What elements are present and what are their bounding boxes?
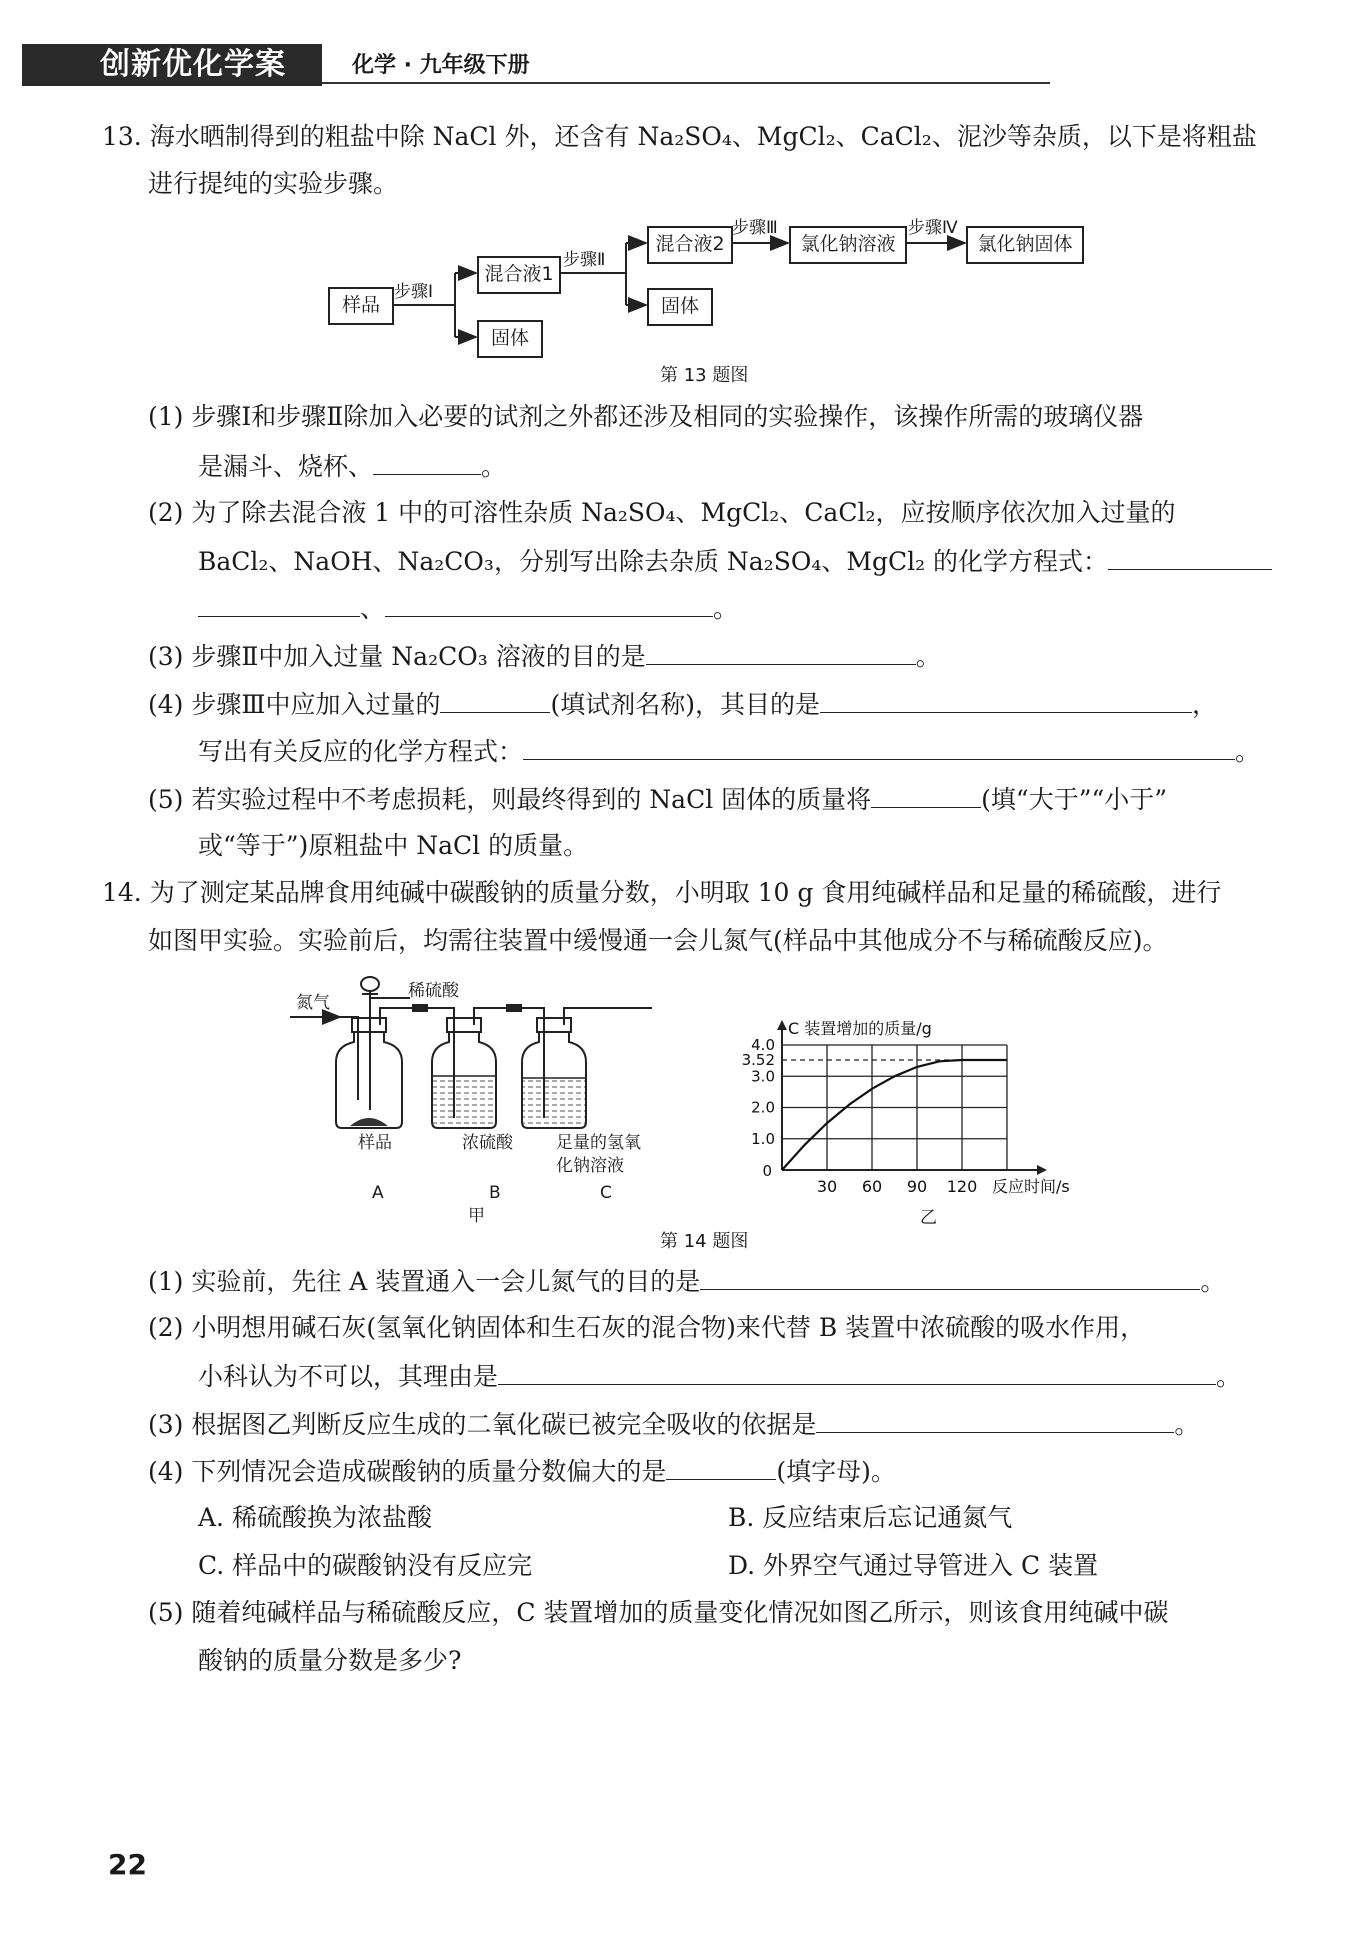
flow-step-2: 步骤Ⅱ xyxy=(563,250,606,270)
q13-part1-line1: (1) 步骤Ⅰ和步骤Ⅱ除加入必要的试剂之外都还涉及相同的实验操作，该操作所需的玻璃仪器 xyxy=(148,402,1144,431)
q13-part1-text: 是漏斗、烧杯、 xyxy=(198,452,374,481)
q14-part3 xyxy=(148,1406,1199,1442)
label-naoh-1: 足量的氢氧 xyxy=(556,1133,641,1153)
q13-part4-comma: ， xyxy=(1192,690,1218,719)
q14-part5-line1: (5) 随着纯碱样品与稀硫酸反应，C 装置增加的质量变化情况如图乙所示，则该食用纯碱中碳 xyxy=(148,1598,1169,1627)
q14-option-b: B. 反应结束后忘记通氮气 xyxy=(728,1503,1013,1532)
q14-part2-blank[interactable] xyxy=(498,1358,1216,1385)
q14-part5-line2: 酸钠的质量分数是多少? xyxy=(198,1646,462,1675)
q13-part3-text: (3) 步骤Ⅱ中加入过量 Na₂CO₃ 溶液的目的是 xyxy=(148,642,646,671)
q13-part2-line2 xyxy=(198,543,1272,579)
q14-option-c: C. 样品中的碳酸钠没有反应完 xyxy=(198,1551,533,1580)
q14-part3-blank[interactable] xyxy=(816,1406,1174,1433)
q14-part2-end: 。 xyxy=(1216,1362,1242,1391)
flow-step-1: 步骤Ⅰ xyxy=(394,282,434,302)
label-letter-b: B xyxy=(489,1183,501,1203)
flow-arrows xyxy=(0,0,1350,400)
x-axis-arrow xyxy=(1037,1165,1047,1175)
q13-part5-line1 xyxy=(148,781,1167,817)
q13-part3 xyxy=(148,638,941,674)
q13-part4-blank1[interactable] xyxy=(440,686,550,713)
q14-intro-1: 14. 为了测定某品牌食用纯碱中碳酸钠的质量分数，小明取 10 g 食用纯碱样品和足量的稀硫酸，进行 xyxy=(102,878,1222,907)
q13-part4-blank3[interactable] xyxy=(523,733,1235,760)
flow-box-solid1: 固体 xyxy=(477,320,543,358)
q14-part2-line2 xyxy=(198,1358,1241,1394)
q13-part4-text2: (填试剂名称)，其目的是 xyxy=(550,690,820,719)
label-nitrogen: 氮气 xyxy=(296,993,330,1013)
mass-time-chart xyxy=(730,1010,1130,1225)
q13-part2-text: BaCl₂、NaOH、Na₂CO₃，分别写出除去杂质 Na₂SO₄、MgCl₂ 的化学方程式： xyxy=(198,547,1109,576)
q13-intro-2: 进行提纯的实验步骤。 xyxy=(148,169,399,198)
q13-part5-line2: 或“等于”)原粗盐中 NaCl 的质量。 xyxy=(198,831,589,860)
q13-part4-blank2[interactable] xyxy=(820,686,1192,713)
book-subject: 化学 · 九年级下册 xyxy=(352,53,530,78)
flow-step-4: 步骤Ⅳ xyxy=(908,218,958,238)
q13-part1-end: 。 xyxy=(481,452,507,481)
q13-figure-caption: 第 13 题图 xyxy=(660,365,749,386)
q13-part2-blank1[interactable] xyxy=(1108,543,1272,570)
origin-label: 0 xyxy=(762,1162,772,1180)
flow-box-solid2: 固体 xyxy=(647,288,713,326)
label-naoh-2: 化钠溶液 xyxy=(556,1156,624,1176)
y-axis-label: C 装置增加的质量/g xyxy=(788,1019,932,1038)
q14-part1-blank[interactable] xyxy=(700,1263,1200,1290)
y-tick-label: 1.0 xyxy=(751,1129,775,1148)
q13-part3-blank[interactable] xyxy=(646,638,916,665)
label-conc-acid: 浓硫酸 xyxy=(462,1133,513,1153)
label-fig-jia: 甲 xyxy=(468,1206,485,1226)
q13-part4-line1 xyxy=(148,686,1217,722)
q14-part1-end: 。 xyxy=(1200,1267,1226,1296)
q13-intro-1: 13. 海水晒制得到的粗盐中除 NaCl 外，还含有 Na₂SO₄、MgCl₂、CaCl₂、泥沙等杂质，以下是将粗盐 xyxy=(102,122,1257,151)
q13-part5-text2: (填“大于”“小于” xyxy=(981,785,1168,814)
flow-box-sample: 样品 xyxy=(328,287,394,325)
q13-part3-end: 。 xyxy=(915,642,941,671)
q14-intro-2: 如图甲实验。实验前后，均需往装置中缓慢通一会儿氮气(样品中其他成分不与稀硫酸反应)。 xyxy=(148,926,1168,955)
q13-part2-end: 。 xyxy=(713,594,739,623)
apparatus-drawing xyxy=(280,970,680,1220)
y-tick-label: 3.0 xyxy=(751,1067,775,1086)
q13-part2-blank2[interactable] xyxy=(198,590,360,617)
q13-part2-line1: (2) 为了除去混合液 1 中的可溶性杂质 Na₂SO₄、MgCl₂、CaCl₂，应按顺序依次加入过量的 xyxy=(148,498,1176,527)
flow-box-nacl-solution: 氯化钠溶液 xyxy=(789,226,907,264)
q14-option-a: A. 稀硫酸换为浓盐酸 xyxy=(198,1503,432,1532)
x-tick-label: 60 xyxy=(861,1177,883,1196)
page-number: 22 xyxy=(108,1848,147,1881)
label-sample: 样品 xyxy=(358,1133,392,1153)
q14-part3-text: (3) 根据图乙判断反应生成的二氧化碳已被完全吸收的依据是 xyxy=(148,1410,817,1439)
q13-part1-line2 xyxy=(198,448,506,484)
x-tick-label: 30 xyxy=(816,1177,838,1196)
label-letter-a: A xyxy=(372,1183,384,1203)
q13-part4-text: (4) 步骤Ⅲ中应加入过量的 xyxy=(148,690,441,719)
y-tick-label: 4.0 xyxy=(751,1036,775,1054)
q13-part4-line2 xyxy=(198,733,1260,769)
y-axis-arrow xyxy=(777,1020,787,1030)
label-letter-c: C xyxy=(600,1183,612,1203)
q14-part2-text: 小科认为不可以，其理由是 xyxy=(198,1362,499,1391)
x-axis-label: 反应时间/s xyxy=(992,1177,1070,1196)
book-brand: 创新优化学案 xyxy=(100,47,286,82)
label-dilute-acid: 稀硫酸 xyxy=(408,981,459,1001)
q14-part4-end: (填字母)。 xyxy=(776,1457,896,1486)
flow-step-3: 步骤Ⅲ xyxy=(732,218,778,238)
q13-part4-end: 。 xyxy=(1235,737,1261,766)
q13-part2-line3 xyxy=(198,590,738,626)
flow-box-nacl-solid: 氯化钠固体 xyxy=(966,226,1084,264)
x-tick-label: 120 xyxy=(946,1177,978,1196)
y-tick-label: 2.0 xyxy=(751,1098,775,1117)
x-tick-label: 90 xyxy=(906,1177,928,1196)
q14-part1 xyxy=(148,1263,1225,1299)
flow-box-mix1: 混合液1 xyxy=(477,256,561,294)
q14-part4-blank[interactable] xyxy=(666,1453,776,1480)
q13-part5-text: (5) 若实验过程中不考虑损耗，则最终得到的 NaCl 固体的质量将 xyxy=(148,785,872,814)
q13-part2-sep: 、 xyxy=(360,594,386,623)
q14-part4 xyxy=(148,1453,896,1489)
q14-part4-text: (4) 下列情况会造成碳酸钠的质量分数偏大的是 xyxy=(148,1457,667,1486)
q14-figure-caption: 第 14 题图 xyxy=(660,1231,749,1252)
q13-part5-blank[interactable] xyxy=(871,781,981,808)
q14-part2-line1: (2) 小明想用碱石灰(氢氧化钠固体和生石灰的混合物)来代替 B 装置中浓硫酸的吸水作用， xyxy=(148,1313,1146,1342)
label-fig-yi: 乙 xyxy=(920,1208,937,1228)
q13-part4-text3: 写出有关反应的化学方程式： xyxy=(198,737,524,766)
q14-option-d: D. 外界空气通过导管进入 C 装置 xyxy=(728,1551,1099,1580)
q13-part1-blank[interactable] xyxy=(373,448,481,475)
y-tick-label: 3.52 xyxy=(741,1051,775,1069)
flow-box-mix2: 混合液2 xyxy=(647,226,733,264)
q13-part2-blank3[interactable] xyxy=(385,590,713,617)
q14-part1-text: (1) 实验前，先往 A 装置通入一会儿氮气的目的是 xyxy=(148,1267,701,1296)
q14-part3-end: 。 xyxy=(1174,1410,1200,1439)
